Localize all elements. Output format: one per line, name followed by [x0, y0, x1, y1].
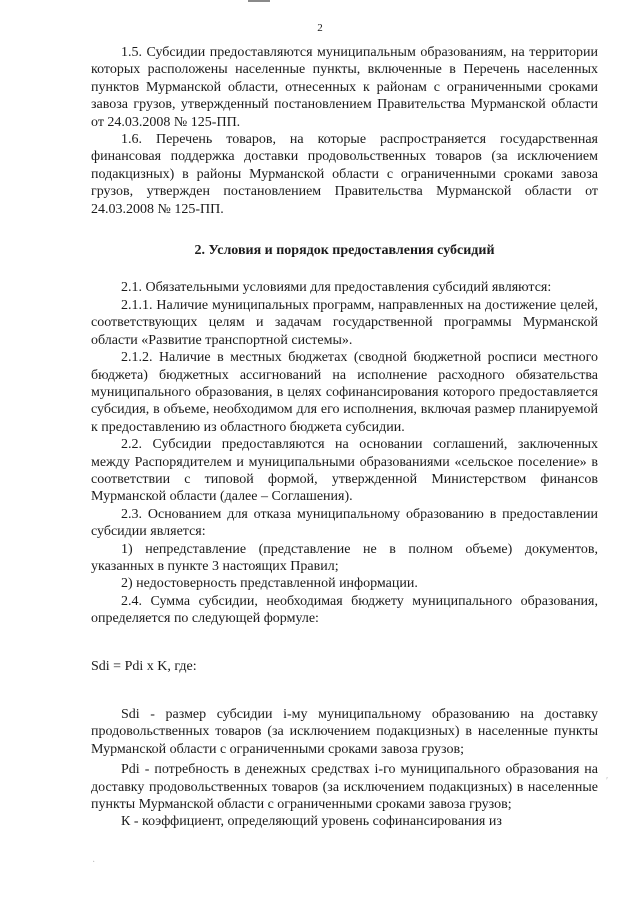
paragraph-2-1-1: 2.1.1. Наличие муниципальных программ, направленных на достижение целей, соответствующих целям и задачам государственной программы Мурманской области «Развитие транспортной системы». [91, 297, 598, 348]
page-number: 2 [317, 22, 323, 34]
definition-pdi: Pdi - потребность в денежных средствах i-го муниципального образования на доставку продовольственных товаров (за исключением подакцизных) в населенные пункты Мурманской области с ограниченными сроками завоза грузов; [91, 762, 598, 813]
paragraph-1-6: 1.6. Перечень товаров, на которые распространяется государственная финансовая поддержка доставки продовольственных товаров (за исключением подакцизных) в районы Мурманской области с ограниченными сроками завоза грузов, утвержден постановлением Правительства Мурманской области от 24.03.2008 № 125-ПП. [91, 132, 598, 217]
formula: Sdi = Pdi x K, где: [91, 658, 197, 674]
section-heading: 2. Условия и порядок предоставления субсидий [194, 243, 495, 259]
definition-k: К - коэффициент, определяющий уровень софинансирования из [121, 814, 502, 830]
paragraph-1-5: 1.5. Субсидии предоставляются муниципальным образованиям, на территории которых расположены населенные пункты, включенные в Перечень населенных пунктов Мурманской области, отнесенных к районам с ограниченными сроками завоза грузов, утвержденный постановлением Правительства Мурманской области от 24.03.2008 № 125-ПП. [91, 45, 598, 130]
paragraph-2-4: 2.4. Сумма субсидии, необходимая бюджету муниципального образования, определяется по следующей формуле: [91, 593, 598, 627]
paragraph-2-1-2: 2.1.2. Наличие в местных бюджетах (сводной бюджетной росписи местного бюджета) бюджетных ассигнований на исполнение расходного обязательства муниципального образования, в целях софинансирования которого предоставляется субсидия, в объеме, необходимом для его исполнения, включая размер планируемой к предоставлению из областного бюджета субсидии. [91, 350, 598, 435]
scan-speck: ′ [606, 776, 609, 787]
paragraph-2-1: 2.1. Обязательными условиями для предоставления субсидий являются: [121, 280, 552, 296]
paragraph-2-3: 2.3. Основанием для отказа муниципальному образованию в предоставлении субсидии является: [91, 506, 598, 540]
paragraph-2-2: 2.2. Субсидии предоставляются на основании соглашений, заключенных между Распорядителем и муниципальными образованиями «сельское поселение» в соответствии с типовой формой, утвержденной Министерством финансов Мурманской области (далее – Соглашения). [91, 437, 598, 505]
document-body [91, 44, 598, 831]
scan-speck: · [92, 857, 96, 868]
definition-sdi: Sdi - размер субсидии i-му муниципальному образованию на доставку продовольственных товаров (за исключением подакцизных) в населенные пункты Мурманской области с ограниченными сроками завоза грузов; [91, 707, 598, 757]
list-item-2-3-1: 1) непредставление (представление не в полном объеме) документов, указанных в пункте 3 настоящих Правил; [91, 541, 598, 574]
scan-artifact-line [248, 0, 270, 2]
list-item-2-3-2: 2) недостоверность представленной информации. [121, 576, 418, 592]
